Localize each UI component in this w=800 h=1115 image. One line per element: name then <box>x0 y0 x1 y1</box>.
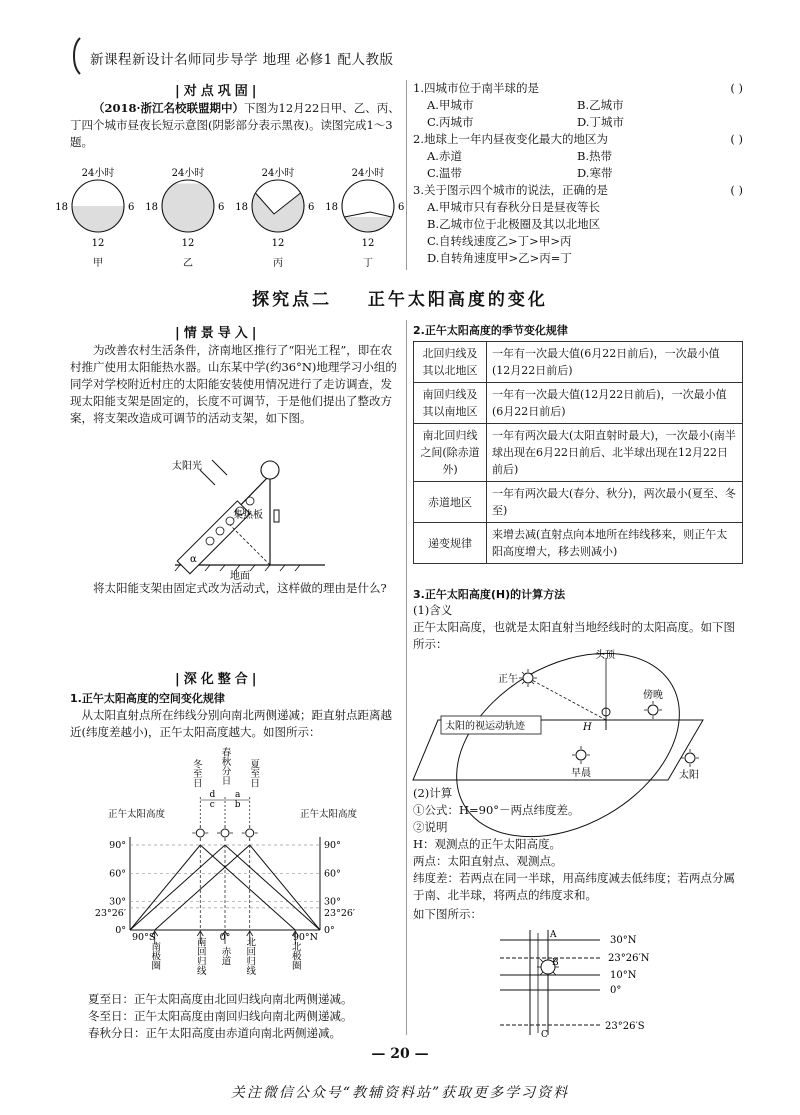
option: B.热带 <box>577 149 613 163</box>
region-cell: 赤道地区 <box>414 482 487 523</box>
desc-cell: 来增去减(直射点向本地所在纬线移来，则正午太阳高度增大，移去则减小) <box>487 523 743 564</box>
zenith-label: 头顶 <box>595 650 615 661</box>
y-label-left: 0° <box>115 925 126 936</box>
clock-label-24h: 24小时 <box>261 168 295 179</box>
bottom-label: 北回归线 <box>244 937 256 975</box>
clock-label-12: 12 <box>91 238 105 249</box>
equinox-note: 春秋分日：正午太阳高度由赤道向南北两侧递减。 <box>88 1026 341 1040</box>
clock-2 <box>235 166 314 269</box>
question-stem: 3.关于图示四个城市的说法，正确的是 ( ) <box>413 183 743 197</box>
solar-heater-figure <box>170 445 330 580</box>
latitude-calc-figure <box>490 925 690 1040</box>
noon-altitude-latitude-figure <box>70 745 400 990</box>
region-cell: 南北回归线之间(除赤道外) <box>414 424 487 482</box>
y-label-right: 90° <box>324 840 341 851</box>
night-shade <box>252 193 304 232</box>
y-label-left: 30° <box>109 896 126 908</box>
clock-label-6: 6 <box>218 202 225 213</box>
y-label-left: 90° <box>109 840 126 851</box>
right-axis-title: 正午太阳高度 <box>300 809 358 820</box>
y-label-left: 23°26′ <box>94 907 126 919</box>
top-label: 夏至日 <box>248 759 260 788</box>
clock-label-24h: 24小时 <box>81 168 115 179</box>
left-axis-title: 正午太阳高度 <box>108 809 166 820</box>
note-2: 两点：太阳直射点、观测点。 <box>413 854 563 868</box>
clock-label-18: 18 <box>325 202 338 213</box>
bottom-label: 南极圈 <box>149 941 161 971</box>
seasonal-variation-table <box>413 341 743 564</box>
night-shade <box>72 206 124 232</box>
table-row <box>414 482 743 523</box>
duidian-box-title: |对点巩固| <box>175 84 261 99</box>
panel-label: 集热板 <box>233 510 263 521</box>
table-row <box>414 523 743 564</box>
city-label: 甲 <box>93 258 103 269</box>
altitude-line-0 <box>130 845 295 930</box>
note-3: 纬度差：若两点在同一半球，用高纬度减去低纬度；若两点分属于南、北半球，将两点的纬度求和。 <box>413 871 735 902</box>
option: C.丙城市 <box>427 115 474 129</box>
clock-label-6: 6 <box>128 202 135 213</box>
top-label: 冬至日 <box>190 759 202 788</box>
option: A.甲城市 <box>427 98 474 112</box>
city-label: 丙 <box>273 258 283 269</box>
duidian-intro: （2018·浙江名校联盟期中）下图为12月22日甲、乙、丙、丁四个城市昼夜长短示意图(阴影部分表示黑夜)。读图完成1～3题。 <box>70 101 400 149</box>
lat-2326s: 23°26′S <box>605 1021 645 1032</box>
option: D.丁城市 <box>577 115 624 129</box>
clock-label-18: 18 <box>55 202 68 213</box>
note-title: ②说明 <box>413 820 448 834</box>
table-row <box>414 342 743 383</box>
desc-cell: 一年有一次最大值(6月22日前后)，一次最小值(12月22日前后) <box>487 342 743 383</box>
question-stem: 1.四城市位于南半球的是 ( ) <box>413 81 743 95</box>
sun-icon <box>217 825 233 841</box>
lat-2326n: 23°26′N <box>608 953 650 964</box>
gap-letter: c <box>209 800 215 810</box>
gap-letter: b <box>234 800 241 810</box>
y-label-right: 0° <box>324 925 335 936</box>
clock-label-18: 18 <box>235 202 248 213</box>
sun-icon <box>192 825 208 841</box>
sun-icon-dusk <box>644 701 662 719</box>
shenhua-h1: 1.正午太阳高度的空间变化规律 <box>70 692 225 705</box>
clock-label-24h: 24小时 <box>171 168 205 179</box>
clock-3 <box>325 166 404 269</box>
gap-letter: a <box>234 790 241 800</box>
clock-label-6: 6 <box>398 202 405 213</box>
qingjing-box-title: |情景导入| <box>175 326 261 341</box>
point-b: B <box>552 958 559 968</box>
header-title: 新课程新设计名师同步导学 地理 必修1 配人教版 <box>90 52 394 68</box>
sun-icon-morning <box>572 746 590 764</box>
bottom-label: 南回归线 <box>194 937 206 975</box>
right-meaning: 正午太阳高度，也就是太阳直射当地经线时的太阳高度。如下图所示： <box>413 620 735 651</box>
region-cell: 递变规律 <box>414 523 487 564</box>
clock-label-12: 12 <box>181 238 195 249</box>
sunlight-label: 太阳光 <box>172 461 202 472</box>
noon-label: 正午 <box>498 674 518 685</box>
answer-paren: ( ) <box>730 132 743 146</box>
y-label-right: 30° <box>324 896 341 908</box>
table-row <box>414 424 743 482</box>
winter-note: 冬至日：正午太阳高度由南回归线向南北两侧递减。 <box>88 1009 353 1023</box>
option: A.甲城市只有春秋分日是昼夜等长 <box>427 200 600 214</box>
city-label: 丁 <box>363 258 373 269</box>
x-label-equator: 0° <box>219 932 231 943</box>
city-label: 乙 <box>183 258 193 269</box>
section-title: 探究点二 正午太阳高度的变化 <box>252 290 548 310</box>
gap-letter: d <box>209 790 216 800</box>
table-row <box>414 383 743 424</box>
x-label-left: 90°S <box>132 932 156 943</box>
sun-label: 太阳 <box>679 770 699 781</box>
lat-0: 0° <box>610 985 622 996</box>
night-shade <box>344 217 391 232</box>
point-c: C <box>541 1030 548 1040</box>
clock-1 <box>145 166 224 269</box>
footer-note: 关注微信公众号“教辅资料站”获取更多学习资料 <box>230 1085 570 1101</box>
morning-label: 早晨 <box>571 768 591 779</box>
option: D.寒带 <box>577 166 613 180</box>
y-label-right: 60° <box>324 868 341 880</box>
altitude-line-2 <box>155 845 320 930</box>
question-stem: 2.地球上一年内昼夜变化最大的地区为 ( ) <box>413 132 743 146</box>
question-list <box>413 80 743 267</box>
column-divider-top <box>406 80 407 270</box>
summer-note: 夏至日：正午太阳高度由北回归线向南北两侧递减。 <box>88 992 353 1006</box>
option: D.自转角速度甲>乙>丙=丁 <box>427 251 572 265</box>
point-a: A <box>550 930 557 940</box>
desc-cell: 一年有两次最大(太阳直射时最大)，一次最小(南半球出现在6月22日前后、北半球出现在12月22日前后) <box>487 424 743 482</box>
dusk-label: 傍晚 <box>643 690 663 701</box>
clock-label-24h: 24小时 <box>351 168 385 179</box>
clock-0 <box>55 166 134 269</box>
option: C.自转线速度乙>丁>甲>丙 <box>427 234 572 248</box>
shenhua-box-title: |深化整合| <box>175 672 261 687</box>
clock-label-12: 12 <box>271 238 285 249</box>
desc-cell: 一年有一次最大值(12月22日前后)，一次最小值(6月22日前后) <box>487 383 743 424</box>
region-cell: 南回归线及其以南地区 <box>414 383 487 424</box>
shenhua-p1: 从太阳直射点所在纬线分别向南北两侧递减；距直射点距离越近(纬度差越小)，正午太阳高度越大。如图所示： <box>70 708 392 739</box>
option: A.赤道 <box>427 149 462 163</box>
option: B.乙城市 <box>577 98 624 112</box>
sun-icon <box>242 825 258 841</box>
clock-label-12: 12 <box>361 238 375 249</box>
page-number: — 20 — <box>371 1046 429 1062</box>
sun-path-figure <box>413 650 743 785</box>
option: C.温带 <box>427 166 463 180</box>
region-cell: 北回归线及其以北地区 <box>414 342 487 383</box>
ground-label: 地面 <box>230 571 250 582</box>
alpha-label: α <box>190 554 197 565</box>
formula: ①公式：H=90°－两点纬度差。 <box>413 803 580 817</box>
right-h3: 3.正午太阳高度(H)的计算方法 <box>413 588 566 601</box>
right-s2: (2)计算 <box>413 786 453 800</box>
bottom-label: 北极圈 <box>289 941 301 971</box>
clock-label-6: 6 <box>308 202 315 213</box>
qingjing-question: 将太阳能支架由固定式改为活动式，这样做的理由是什么? <box>93 581 387 595</box>
desc-cell: 一年有两次最大(春分、秋分)，两次最小(夏至、冬至) <box>487 482 743 523</box>
lat-30n: 30°N <box>610 935 637 946</box>
right-h2: 2.正午太阳高度的季节变化规律 <box>413 324 568 337</box>
h-label: H <box>583 722 592 733</box>
option: B.乙城市位于北极圈及其以北地区 <box>427 217 601 231</box>
answer-paren: ( ) <box>730 183 743 197</box>
right-s1: (1)含义 <box>413 603 453 617</box>
fig3-intro: 如下图所示： <box>413 907 482 921</box>
note-1: H：观测点的正午太阳高度。 <box>413 837 562 851</box>
bottom-label: 赤道 <box>219 946 231 966</box>
answer-paren: ( ) <box>730 81 743 95</box>
column-divider-bottom <box>406 320 407 1035</box>
track-label: 太阳的视运动轨迹 <box>445 721 525 732</box>
lat-10n: 10°N <box>610 970 637 981</box>
top-label: 春秋分日 <box>219 747 231 785</box>
qingjing-paragraph: 为改善农村生活条件，济南地区推行了“阳光工程”，即在农村推广使用太阳能热水器。山东某中学(约36°N)地理学习小组的同学对学校附近村庄的太阳能安装使用情况进行了走访调查，发现太阳能支架是固定的，长度不可调节，于是他们提出了整改方案，将支架改造成可调节的活动支架，如下图。 <box>70 343 397 425</box>
y-label-left: 60° <box>109 868 126 880</box>
day-night-clocks <box>55 158 405 269</box>
y-label-right: 23°26′ <box>324 907 356 919</box>
clock-label-18: 18 <box>145 202 158 213</box>
sun-icon-legend <box>681 749 699 767</box>
x-label-right: 90°N <box>292 932 318 943</box>
